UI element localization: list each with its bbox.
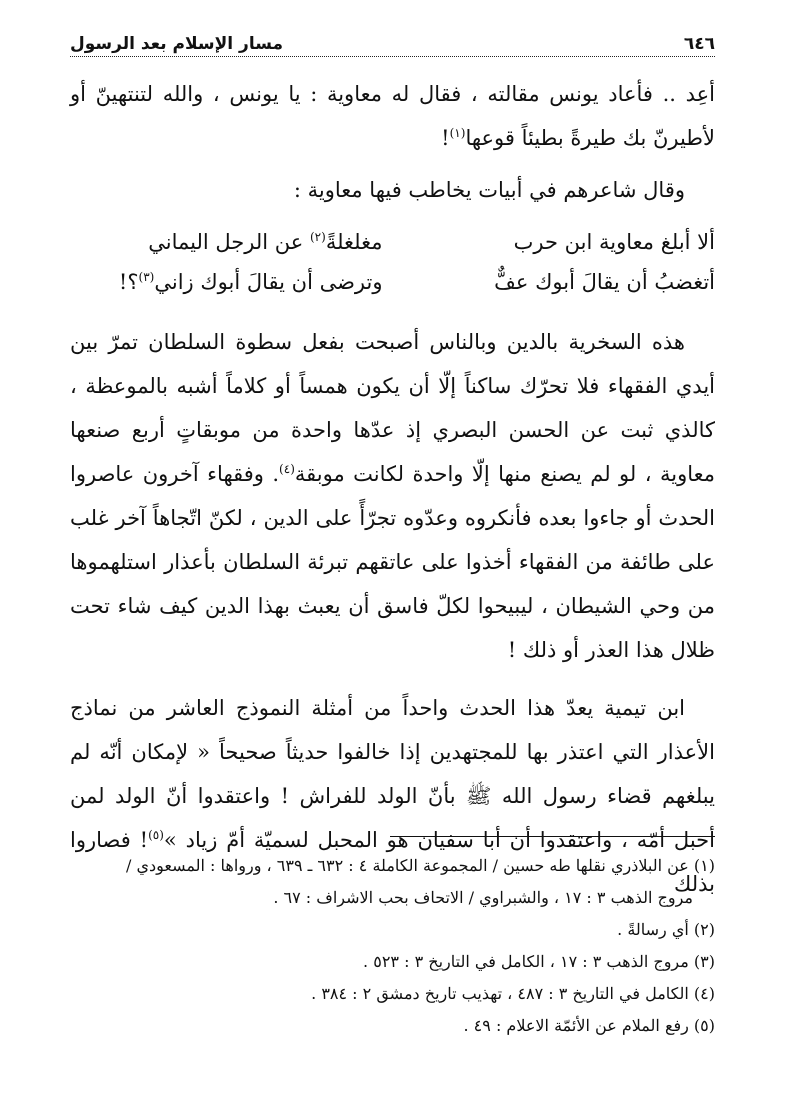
verse-1-second-post: عن الرجل اليماني: [148, 230, 310, 254]
running-title: مسار الإسلام بعد الرسول: [70, 34, 284, 54]
paragraph-4-text-b: ! فصاروا بذلك: [70, 828, 715, 896]
verse-2-second-post: ؟!: [118, 270, 139, 294]
footnote-1-continued: مروج الذهب ٣ : ١٧ ، والشبراوي / الاتحاف بحب الاشراف : ٦٧ .: [273, 888, 693, 907]
poem-verses: [70, 222, 715, 302]
verse-1-second-hemistich: [70, 222, 383, 262]
paragraph-1: [70, 72, 715, 160]
verse-1-second-pre: مغلغلةً: [325, 230, 383, 254]
footnote-ref-3: (٣): [138, 270, 155, 284]
footnote-ref-2: (٢): [309, 230, 326, 244]
paragraph-1-end: !: [441, 126, 450, 150]
footnote-1: (١) عن البلاذري نقلها طه حسين / المجموعة الكاملة ٤ : ٦٣٢ ـ ٦٣٩ ، ورواها : المسعودي /: [125, 856, 715, 875]
main-text: [70, 72, 715, 906]
footnote-ref-1: (١): [449, 126, 466, 140]
verse-2-first-hemistich: أتغضبُ أن يقالَ أبوك عفٌّ: [494, 270, 715, 294]
verse-2-second-pre: وترضى أن يقالَ أبوك زاني: [154, 270, 383, 294]
verse-1-first-hemistich: ألا أبلغ معاوية ابن حرب: [513, 230, 715, 254]
paragraph-3: [70, 320, 715, 672]
footnote-3: (٣) مروج الذهب ٣ : ١٧ ، الكامل في التاريخ ٣ : ٥٢٣ .: [363, 952, 715, 971]
paragraph-3-text-b: . وفقهاء آخرون عاصروا الحدث أو جاءوا بعده فأنكروه وعدّوه تجرّأً على الدين ، لكنّ اتّجاهاً آخر غلب على طائفة من الفقهاء أخذوا على عاتقهم تبرئة السلطان بأعذار استلهموها من وحي الشيطان ، ليبيحوا لكلّ فاسق أن يعبث بهذا الدين كيف شاء تحت ظلال هذا العذر أو ذلك !: [70, 462, 715, 662]
page-number: ٦٤٦: [683, 34, 715, 54]
verse-2-second-hemistich: [70, 262, 383, 302]
paragraph-1-text: أعِد .. فأعاد يونس مقالته ، فقال له معاوية : يا يونس ، والله لتنتهينّ أو لأطيرنّ بك طيرةً بطيئاً قوعها: [70, 82, 715, 150]
footnote-5: (٥) رفع الملام عن الأئمّة الاعلام : ٤٩ .: [463, 1016, 715, 1035]
footnote-2: (٢) أي رسالةً .: [617, 920, 715, 939]
footnote-4: (٤) الكامل في التاريخ ٣ : ٤٨٧ ، تهذيب تاريخ دمشق ٢ : ٣٨٤ .: [311, 984, 715, 1003]
footnotes: [70, 850, 715, 1042]
footnote-ref-5: (٥): [148, 828, 164, 842]
page-header: [70, 30, 715, 57]
paragraph-2: وقال شاعرهم في أبيات يخاطب فيها معاوية :: [293, 178, 685, 202]
paragraph-3-text-a: هذه السخرية بالدين وبالناس أصبحت بفعل سطوة السلطان تمرّ بين أيدي الفقهاء فلا تحرّك ساكناً إلّا أن يكون همساً أو كلاماً أشبه بالموعظة ، كالذي ثبت عن الحسن البصري إذ عدّها واحدة من موبقاتٍ أربع صنعها معاوية ، لو لم يصنع منها إلّا واحدة لكانت موبقة: [70, 330, 715, 486]
paragraph-4-text-a: ابن تيمية يعدّ هذا الحدث واحداً من أمثلة النموذج العاشر من نماذج الأعذار التي اعتذر بها للمجتهدين إذا خالفوا حديثاً صحيحاً « لإمكان أنّه لم يبلغهم قضاء رسول الله ﷺ بأنّ الولد للفراش ! واعتقدوا أنّ الولد لمن أحبل أمّه ، واعتقدوا أن أبا سفيان هو المحبل لسميّة أمّ زياد »: [70, 696, 715, 852]
footnote-separator: [390, 836, 715, 837]
footnote-ref-4: (٤): [279, 462, 295, 476]
